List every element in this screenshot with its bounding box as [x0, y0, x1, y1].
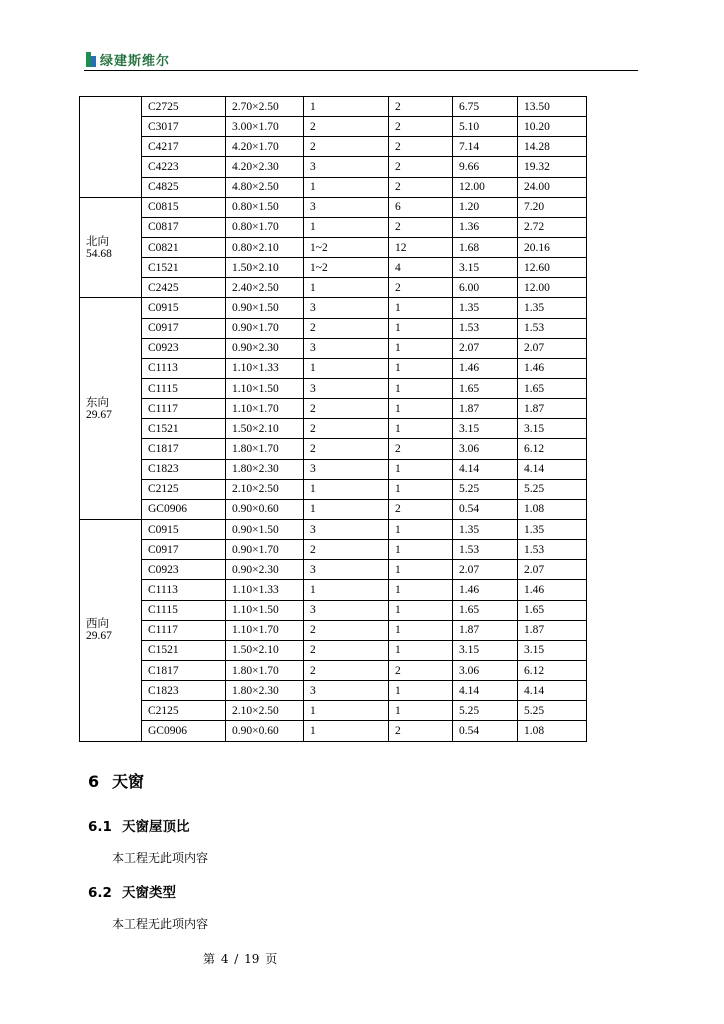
table-cell: C0815	[142, 197, 226, 217]
table-cell: C0817	[142, 217, 226, 237]
table-cell: 0.90×1.70	[226, 318, 304, 338]
table-cell: 1	[389, 580, 453, 600]
table-cell: 1	[389, 640, 453, 660]
table-cell: 1.10×1.70	[226, 399, 304, 419]
table-row	[80, 197, 587, 217]
table-cell: 1	[304, 721, 389, 741]
table-cell: 3	[304, 459, 389, 479]
table-cell: 3.06	[453, 660, 518, 680]
table-row	[80, 499, 587, 519]
subsection-heading-6-1	[88, 815, 190, 835]
table-cell: 1.35	[518, 519, 587, 539]
table-cell: 3.00×1.70	[226, 117, 304, 137]
direction-area: 29.67	[86, 408, 112, 421]
table-row	[80, 278, 587, 298]
table-cell: 1	[389, 600, 453, 620]
table-row	[80, 701, 587, 721]
table-row	[80, 560, 587, 580]
table-cell: 9.66	[453, 157, 518, 177]
table-cell: 1.08	[518, 499, 587, 519]
table-cell: 2	[304, 399, 389, 419]
direction-area: 54.68	[86, 247, 112, 260]
table-cell: 4.14	[518, 459, 587, 479]
section-title: 天窗	[112, 772, 145, 791]
table-cell: GC0906	[142, 499, 226, 519]
table-cell: 1	[304, 479, 389, 499]
table-cell: C0917	[142, 318, 226, 338]
table-cell: C1115	[142, 600, 226, 620]
table-cell: 2	[389, 97, 453, 117]
subsection-body: 本工程无此项内容	[112, 851, 209, 865]
table-cell: 2	[304, 318, 389, 338]
table-cell: 2	[304, 439, 389, 459]
table-cell: 1.53	[518, 318, 587, 338]
table-cell: C1817	[142, 660, 226, 680]
table-row	[80, 399, 587, 419]
table-cell: 2	[389, 499, 453, 519]
table-row	[80, 137, 587, 157]
table-cell: 1	[389, 620, 453, 640]
direction-label: 东向	[86, 396, 109, 409]
table-cell: 0.90×2.30	[226, 560, 304, 580]
table-cell: 7.14	[453, 137, 518, 157]
table-cell: 0.54	[453, 499, 518, 519]
table-cell: 3	[304, 681, 389, 701]
table-cell: 2	[389, 177, 453, 197]
table-cell: 1	[304, 217, 389, 237]
table-cell: 2.07	[518, 338, 587, 358]
table-cell: 2.40×2.50	[226, 278, 304, 298]
table-cell: 1.53	[453, 318, 518, 338]
table-row	[80, 479, 587, 499]
table-cell: 3	[304, 338, 389, 358]
table-cell: 20.16	[518, 237, 587, 257]
subsection-title: 天窗屋顶比	[122, 819, 190, 835]
table-cell: 4.20×2.30	[226, 157, 304, 177]
table-cell: C1113	[142, 358, 226, 378]
table-cell: 1	[304, 701, 389, 721]
table-cell: 1.10×1.50	[226, 600, 304, 620]
table-cell: C1817	[142, 439, 226, 459]
table-cell: 13.50	[518, 97, 587, 117]
table-cell: 6.12	[518, 660, 587, 680]
table-cell: 1.46	[518, 358, 587, 378]
table-cell: 5.25	[518, 701, 587, 721]
table-cell: 3.15	[453, 640, 518, 660]
table-cell: 6.75	[453, 97, 518, 117]
table-cell: C2725	[142, 97, 226, 117]
table-cell: 2	[389, 660, 453, 680]
table-cell: C0915	[142, 519, 226, 539]
table-cell: 2	[304, 620, 389, 640]
table-cell: 0.80×1.50	[226, 197, 304, 217]
table-cell: 1.46	[518, 580, 587, 600]
table-cell: 1.65	[518, 600, 587, 620]
subsection-body: 本工程无此项内容	[112, 917, 209, 931]
table-cell: 1~2	[304, 258, 389, 278]
table-cell: 1.65	[453, 378, 518, 398]
table-cell: 4.14	[453, 681, 518, 701]
table-cell: 1	[304, 177, 389, 197]
direction-area: 29.67	[86, 630, 112, 643]
table-cell: 1	[389, 701, 453, 721]
table-cell: 1	[389, 540, 453, 560]
table-cell: 1.10×1.33	[226, 580, 304, 600]
table-cell: 2	[389, 137, 453, 157]
table-row	[80, 580, 587, 600]
table-cell: 2	[389, 721, 453, 741]
table-row	[80, 237, 587, 257]
table-cell: 2	[304, 117, 389, 137]
table-cell: 5.25	[453, 701, 518, 721]
table-cell: 1	[389, 519, 453, 539]
table-cell: 1.10×1.70	[226, 620, 304, 640]
table-cell: 2	[304, 419, 389, 439]
table-cell: 1.36	[453, 217, 518, 237]
table-cell: 2.07	[518, 560, 587, 580]
table-cell: 6	[389, 197, 453, 217]
page-footer: 第 4 / 19 页	[203, 952, 278, 966]
direction-label: 西向	[86, 618, 109, 631]
table-cell: 3	[304, 519, 389, 539]
table-cell: 1.20	[453, 197, 518, 217]
table-cell: 1.65	[453, 600, 518, 620]
table-cell: 2.07	[453, 560, 518, 580]
page-header	[84, 48, 638, 71]
table-cell: 1.46	[453, 358, 518, 378]
table-cell: 24.00	[518, 177, 587, 197]
table-cell: 1	[389, 459, 453, 479]
logo-text: 绿建斯维尔	[100, 54, 171, 69]
table-cell: C0923	[142, 560, 226, 580]
table-row	[80, 298, 587, 318]
table-cell: 14.28	[518, 137, 587, 157]
table-cell: C1521	[142, 640, 226, 660]
table-cell: 7.20	[518, 197, 587, 217]
table-cell: 1.46	[453, 580, 518, 600]
table-cell: 1.53	[453, 540, 518, 560]
table-cell: C4217	[142, 137, 226, 157]
table-cell: 2	[304, 540, 389, 560]
table-cell: 2.10×2.50	[226, 479, 304, 499]
table-cell: 12.60	[518, 258, 587, 278]
table-cell: 1	[389, 338, 453, 358]
table-cell: 3.15	[453, 419, 518, 439]
table-cell: C3017	[142, 117, 226, 137]
table-row	[80, 600, 587, 620]
table-cell: 2	[389, 217, 453, 237]
table-row	[80, 97, 587, 117]
table-cell: 3	[304, 560, 389, 580]
table-cell: 0.90×1.50	[226, 519, 304, 539]
table-row	[80, 721, 587, 741]
table-cell: C0915	[142, 298, 226, 318]
table-cell: 2	[389, 157, 453, 177]
table-cell: C1115	[142, 378, 226, 398]
table-row	[80, 157, 587, 177]
table-cell: 1	[389, 560, 453, 580]
table-cell: 0.80×1.70	[226, 217, 304, 237]
table-cell: 4.80×2.50	[226, 177, 304, 197]
table-cell: C0821	[142, 237, 226, 257]
table-row	[80, 620, 587, 640]
table-cell: 1	[389, 318, 453, 338]
table-cell: 1.65	[518, 378, 587, 398]
table-row	[80, 318, 587, 338]
table-row	[80, 459, 587, 479]
table-cell: 1	[389, 298, 453, 318]
table-cell: C4825	[142, 177, 226, 197]
direction-cell	[80, 97, 142, 198]
table-cell: 12	[389, 237, 453, 257]
table-cell: C1113	[142, 580, 226, 600]
table-cell: 2	[389, 117, 453, 137]
table-cell: C1521	[142, 258, 226, 278]
table-cell: 1	[304, 358, 389, 378]
table-cell: 1.68	[453, 237, 518, 257]
subsection-number: 6.2	[88, 885, 112, 901]
table-cell: 3	[304, 157, 389, 177]
table-cell: 1.80×2.30	[226, 459, 304, 479]
table-cell: 1.80×1.70	[226, 439, 304, 459]
table-cell: 4.14	[453, 459, 518, 479]
table-row	[80, 640, 587, 660]
table-cell: C1117	[142, 620, 226, 640]
table-cell: 1	[389, 358, 453, 378]
table-cell: 1.35	[453, 519, 518, 539]
table-cell: 12.00	[453, 177, 518, 197]
table-cell: 2	[389, 278, 453, 298]
table-cell: C2425	[142, 278, 226, 298]
table-cell: 4.14	[518, 681, 587, 701]
table-cell: 5.25	[518, 479, 587, 499]
table-row	[80, 258, 587, 278]
table-cell: 1.50×2.10	[226, 419, 304, 439]
table-cell: 1	[304, 278, 389, 298]
table-cell: C0923	[142, 338, 226, 358]
table-cell: 1.35	[453, 298, 518, 318]
table-cell: 2.70×2.50	[226, 97, 304, 117]
table-cell: 1.87	[453, 620, 518, 640]
table-cell: 1.87	[453, 399, 518, 419]
table-cell: C1823	[142, 459, 226, 479]
section-heading	[88, 769, 144, 792]
table-cell: 1.80×2.30	[226, 681, 304, 701]
direction-label: 北向	[86, 235, 109, 248]
table-cell: 1.08	[518, 721, 587, 741]
table-cell: 0.90×0.60	[226, 499, 304, 519]
logo-mark-icon	[86, 52, 96, 67]
table-cell: 3	[304, 600, 389, 620]
direction-cell	[80, 197, 142, 298]
table-row	[80, 338, 587, 358]
table-cell: 5.25	[453, 479, 518, 499]
table-cell: 1	[304, 580, 389, 600]
table-cell: 12.00	[518, 278, 587, 298]
table-cell: 2.72	[518, 217, 587, 237]
table-cell: 4	[389, 258, 453, 278]
table-row	[80, 439, 587, 459]
table-row	[80, 540, 587, 560]
table-cell: 4.20×1.70	[226, 137, 304, 157]
table-cell: 0.90×2.30	[226, 338, 304, 358]
table-cell: 19.32	[518, 157, 587, 177]
table-cell: 2	[389, 439, 453, 459]
table-cell: C2125	[142, 479, 226, 499]
table-cell: 3.15	[518, 640, 587, 660]
table-row	[80, 217, 587, 237]
table-cell: 3.15	[453, 258, 518, 278]
table-cell: GC0906	[142, 721, 226, 741]
table-cell: C1117	[142, 399, 226, 419]
table-cell: 2.10×2.50	[226, 701, 304, 721]
table-row	[80, 358, 587, 378]
table-row	[80, 177, 587, 197]
table-cell: 3	[304, 298, 389, 318]
table-cell: 1.35	[518, 298, 587, 318]
table-cell: 0.90×1.70	[226, 540, 304, 560]
table-row	[80, 117, 587, 137]
table-row	[80, 378, 587, 398]
table-cell: 1	[389, 479, 453, 499]
table-cell: 1.87	[518, 620, 587, 640]
table-cell: 1.10×1.33	[226, 358, 304, 378]
table-cell: 1	[389, 399, 453, 419]
subsection-number: 6.1	[88, 819, 112, 835]
table-cell: 1.50×2.10	[226, 258, 304, 278]
table-cell: 3.15	[518, 419, 587, 439]
table-cell: 1.80×1.70	[226, 660, 304, 680]
table-cell: 2.07	[453, 338, 518, 358]
table-cell: C4223	[142, 157, 226, 177]
table-cell: 2	[304, 660, 389, 680]
section-number: 6	[88, 772, 100, 791]
table-cell: 2	[304, 640, 389, 660]
table-cell: 0.80×2.10	[226, 237, 304, 257]
table-cell: C1521	[142, 419, 226, 439]
table-cell: 1.50×2.10	[226, 640, 304, 660]
table-cell: 0.90×1.50	[226, 298, 304, 318]
table-row	[80, 681, 587, 701]
table-cell: 1.87	[518, 399, 587, 419]
table-cell: 0.54	[453, 721, 518, 741]
table-row	[80, 519, 587, 539]
table-cell: 3	[304, 197, 389, 217]
subsection-title: 天窗类型	[122, 885, 176, 901]
table-cell: 10.20	[518, 117, 587, 137]
table-cell: 3	[304, 378, 389, 398]
table-row	[80, 419, 587, 439]
subsection-heading-6-2	[88, 881, 176, 901]
direction-cell	[80, 519, 142, 741]
table-cell: C1823	[142, 681, 226, 701]
table-cell: 2	[304, 137, 389, 157]
table-cell: 6.00	[453, 278, 518, 298]
table-cell: 1	[389, 419, 453, 439]
direction-cell	[80, 298, 142, 520]
window-table	[79, 96, 587, 742]
table-cell: 0.90×0.60	[226, 721, 304, 741]
table-row	[80, 660, 587, 680]
table-cell: C0917	[142, 540, 226, 560]
table-cell: 1~2	[304, 237, 389, 257]
table-cell: 1	[389, 681, 453, 701]
table-cell: 3.06	[453, 439, 518, 459]
table-cell: C2125	[142, 701, 226, 721]
table-cell: 5.10	[453, 117, 518, 137]
table-cell: 1	[304, 97, 389, 117]
table-cell: 1.10×1.50	[226, 378, 304, 398]
table-cell: 1.53	[518, 540, 587, 560]
table-cell: 1	[304, 499, 389, 519]
company-logo	[86, 50, 170, 69]
table-cell: 1	[389, 378, 453, 398]
table-cell: 6.12	[518, 439, 587, 459]
